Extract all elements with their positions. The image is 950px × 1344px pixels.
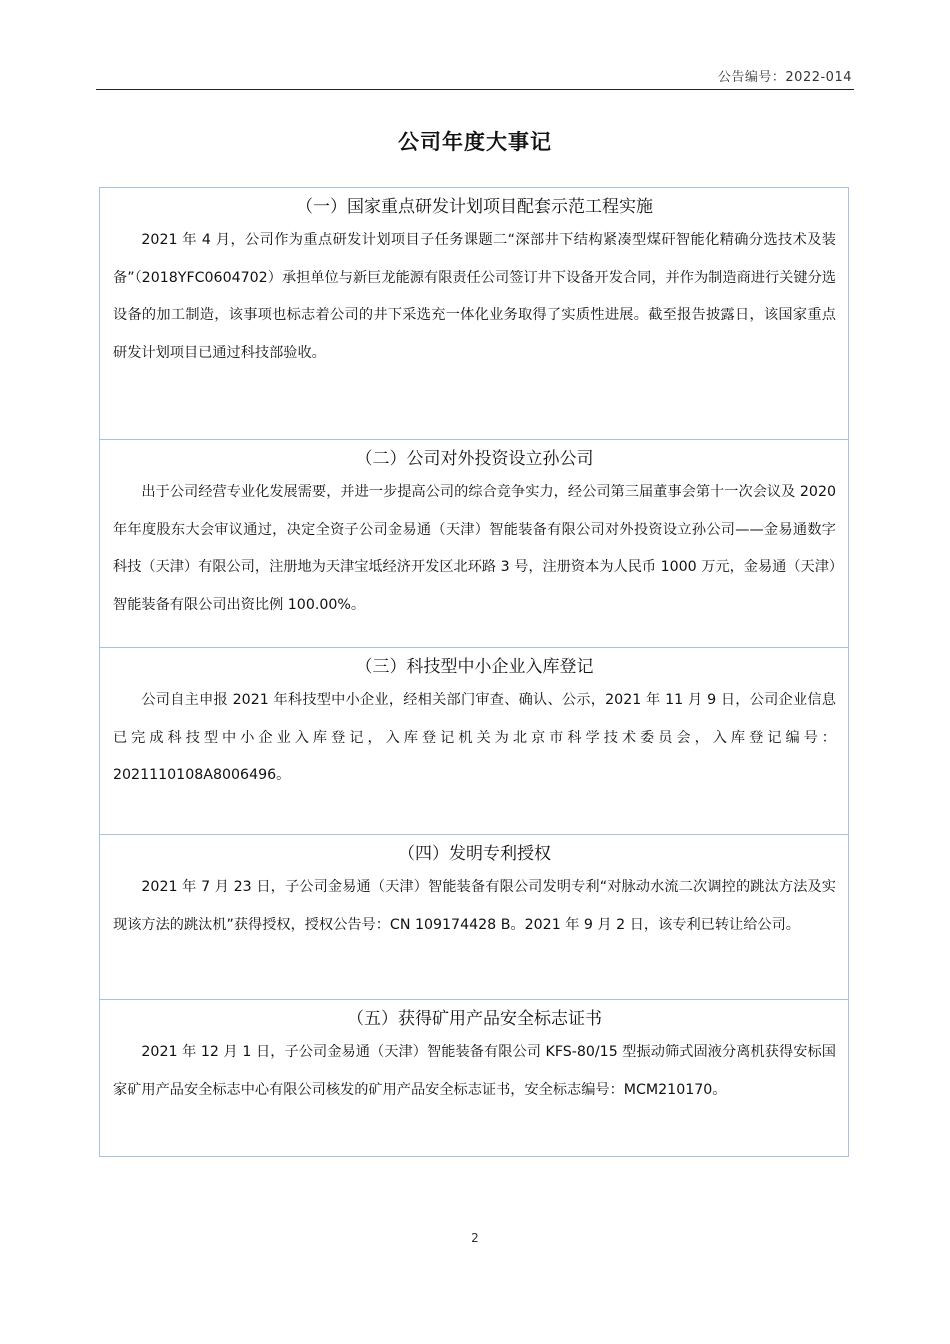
event-section-5 [100,1000,848,1156]
event-section-4 [100,835,848,1000]
announcement-number: 公告编号：2022-014 [717,70,852,85]
section-body: 公司自主申报 2021 年科技型中小企业，经相关部门审查、确认、公示，2021 年 11 月 9 日，公司企业信息已完成科技型中小企业入库登记，入库登记机关为北京市科学技术委员会，入库登记编号：2021110108A8006496。 [113,692,836,783]
section-body: 2021 年 4 月，公司作为重点研发计划项目子任务课题二“深部井下结构紧凑型煤矸智能化精确分选技术及装备”（2018YFC0604702）承担单位与新巨龙能源有限责任公司签订井下设备开发合同，并作为制造商进行关键分选设备的加工制造，该事项也标志着公司的井下采选充一体化业务取得了实质性进展。截至报告披露日，该国家重点研发计划项目已通过科技部验收。 [113,232,836,361]
header-divider [96,89,854,90]
event-section-3 [100,648,848,835]
section-heading: （三）科技型中小企业入库登记 [355,657,594,677]
section-body: 2021 年 12 月 1 日，子公司金易通（天津）智能装备有限公司 KFS-80/15 型振动筛式固液分离机获得安标国家矿用产品安全标志中心有限公司核发的矿用产品安全标志证书，安全标志编号：MCM210170。 [113,1044,836,1098]
section-heading: （一）国家重点研发计划项目配套示范工程实施 [296,197,653,217]
section-heading: （五）获得矿用产品安全标志证书 [347,1009,602,1029]
page-title: 公司年度大事记 [398,130,552,154]
event-section-1 [100,188,848,440]
section-heading: （四）发明专利授权 [398,844,551,864]
event-section-2 [100,440,848,648]
page-number: 2 [471,1231,479,1245]
events-table [99,187,849,1157]
section-heading: （二）公司对外投资设立孙公司 [355,449,594,469]
section-body: 出于公司经营专业化发展需要，并进一步提高公司的综合竞争实力，经公司第三届董事会第十一次会议及 2020 年年度股东大会审议通过，决定全资子公司金易通（天津）智能装备有限公司对外投资设立孙公司——金易通数字科技（天津）有限公司，注册地为天津宝坻经济开发区北环路 3 号，注册资本为人民币 1000 万元，金易通（天津）智能装备有限公司出资比例 100.00%。 [113,484,836,613]
section-body: 2021 年 7 月 23 日，子公司金易通（天津）智能装备有限公司发明专利“对脉动水流二次调控的跳汰方法及实现该方法的跳汰机”获得授权，授权公告号：CN 109174428 B。2021 年 9 月 2 日，该专利已转让给公司。 [113,879,836,933]
